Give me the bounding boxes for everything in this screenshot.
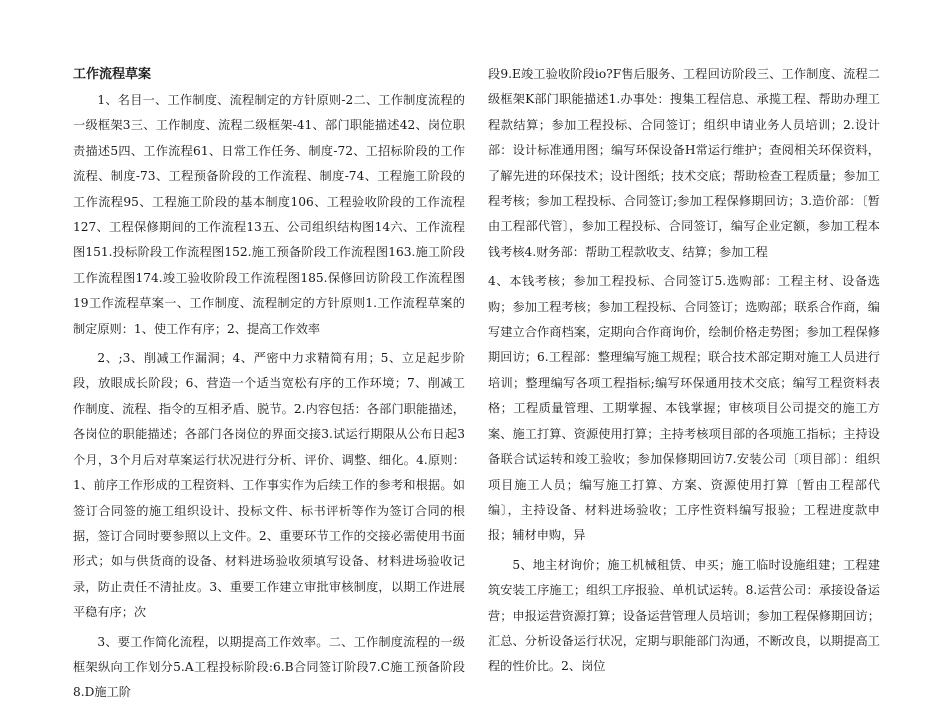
- right-column: [488, 62, 880, 684]
- document-title: 工作流程草案: [73, 67, 152, 82]
- body-paragraph: 1、名目一、工作制度、流程制定的方针原则-2二、工作制度流程的一级框架3三、工作制度、流程二级框架-41、部门职能描述42、岗位职责描述5四、工作流程61、日常工作任务、制度-72、工招标阶段的工作流程、制度-73、工程预备阶段的工作流程、制度-74、工程施工阶段的工作流程95、工程施工阶段的基本制度106、工程验收阶段的工作流程127、工程保修期间的工作流程13五、公司组织结构图14六、工作流程图151.投标阶段工作流程图152.施工预备阶段工作流程图163.施工阶段工作流程图174.竣工验收阶段工作流程图185.保修回访阶段工作流程图19工作流程草案一、工作制度、流程制定的方针原则1.工作流程草案的制定原则：1、使工作有序；2、提高工作效率: [73, 93, 465, 336]
- left-column: [73, 62, 465, 710]
- body-paragraph: 2、;3、削减工作漏洞；4、严密中力求精简有用；5、立足起步阶段，放眼成长阶段；6、营造一个适当宽松有序的工作环境；7、削减工作制度、流程、指令的互相矛盾、脱节。2.内容包括：各部门职能描述，各岗位的职能描述；各部门各岗位的界面交接3.试运行期限从公布日起3个月，3个月后对草案运行状况进行分析、评价、调整、细化。4.原则：1、前序工作形成的工程资料、工作事实作为后续工作的参考和根据。如签订合同签的施工组织设计、投标文件、标书评析等作为签订合同的根据，签订合同时要参照以上文件。2、重要环节工作的交接必需使用书面形式；如与供货商的设备、材料进场验收须填写设备、材料进场验收记录，防止责任不清扯皮。3、重要工作建立审批审核制度，以期工作进展平稳有序；次: [73, 351, 465, 620]
- body-paragraph: 段9.E竣工验收阶段io?F售后服务、工程回访阶段三、工作制度、流程二级框架K部门职能描述1.办事处：搜集工程信息、承揽工程、帮助办理工程款结算；参加工程投标、合同签订；组织申请业务人员培训；2.设计部：设计标准通用图；编写环保设备H常运行维护；查阅相关环保资料，了解先进的环保技术；设计图纸；技术交底；帮助检查工程质量；参加工程考核；参加工程投标、合同签订;参加工程保修期回访；3.造价部：〔暂由工程部代管〕，参加工程投标、合同签订，编写企业定额，参加工程本钱考核4.财务部：帮助工程款收支、结算；参加工程: [488, 67, 880, 259]
- body-paragraph: 3、要工作简化流程，以期提高工作效率。二、工作制度流程的一级框架纵向工作划分5.A工程投标阶段:6.B合同签订阶段7.C施工预备阶段8.D施工阶: [73, 634, 465, 700]
- body-paragraph: 5、地主材询价；施工机械租赁、申买；施工临时设施组建；工程建筑安装工序施工；组织工序报验、单机试运转。8.运营公司：承接设备运营；申报运营资源打算；设备运营管理人员培训；参加工程保修期回访；汇总、分析设备运行状况，定期与职能部门沟通，不断改良，以期提高工程的性价比。2、岗位: [488, 557, 880, 674]
- body-paragraph: 4、本钱考核；参加工程投标、合同签订5.选购部：工程主材、设备选购；参加工程考核；参加工程投标、合同签订；选购部；联系合作商，编写建立合作商档案，定期向合作商询价，绘制价格走势图；参加工程保修期回访；6.工程部：整理编写施工规程；联合技术部定期对施工人员进行培训；整理编写各项工程指标;编写环保通用技术交底；编写工程资料表格；工程质量管理、工期掌握、本钱掌握；审核项目公司提交的施工方案、施工打算、资源使用打算；主持考核项目部的各项施工指标；主持设备联合试运转和竣工验收；参加保修期回访7.安装公司〔项目部〕：组织项目施工人员；编写施工打算、方案、资源使用打算〔暂由工程部代编〕，主持设备、材料进场验收；工序性资料编写报验；工程进度款申报；辅材申购，异: [488, 274, 880, 543]
